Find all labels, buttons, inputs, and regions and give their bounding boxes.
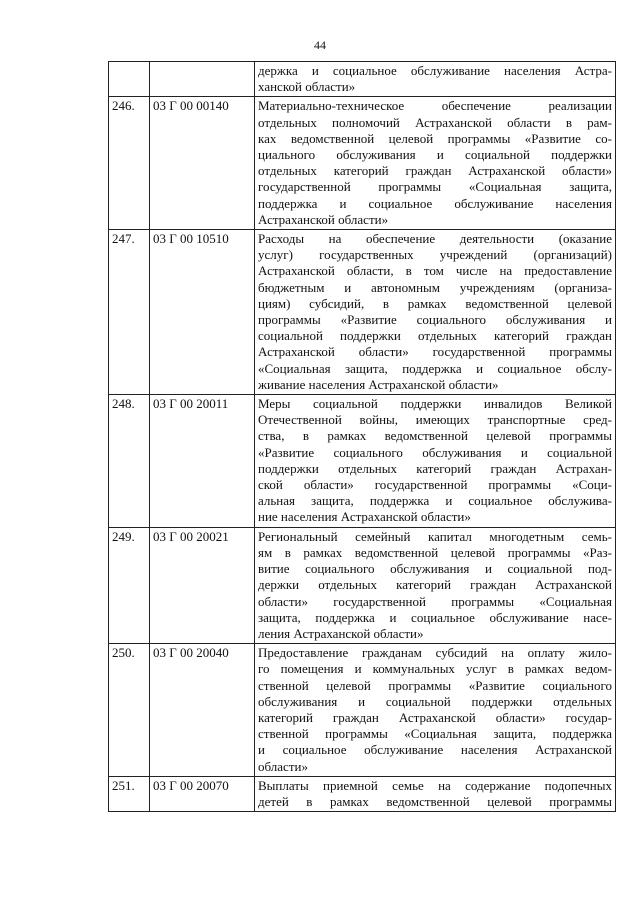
description-line: защита, поддержка и социальное обслуживание насе- [258,609,612,625]
row-description-cell [255,395,616,528]
description-line: Расходы на обеспечение деятельности (оказание [258,231,612,247]
description-line: циального обслуживания и социальной поддержки [258,147,612,163]
table-row [109,230,616,395]
description-line: го помещения и коммунальных услуг в рамках ведом- [258,661,612,677]
description-line: Меры социальной поддержки инвалидов Великой [258,396,612,412]
description-line: держка и социальное обслуживание населения Астра- [258,63,612,78]
description-line: обслуживания и социальной поддержки отдельных [258,693,612,709]
row-number-cell: 247. [109,230,150,395]
row-number-cell: 246. [109,97,150,230]
table-row [109,644,616,777]
row-description-cell [255,230,616,395]
description-line: Материально-техническое обеспечение реализации [258,98,612,114]
description-line: живание населения Астраханской области» [258,376,499,392]
row-description-cell [255,776,616,811]
description-line: Региональный семейный капитал многодетным семь- [258,528,612,544]
budget-classification-table [108,61,616,812]
row-description-cell [255,527,616,643]
row-code-cell: 03 Г 00 00140 [150,97,255,230]
description-line: ние населения Астраханской области» [258,509,471,525]
description-line: Отечественной войны, имеющих транспортные сред- [258,412,612,428]
row-description-cell [255,644,616,777]
description-line: Предоставление гражданам субсидий на оплату жило- [258,645,612,661]
row-number-cell: 251. [109,776,150,811]
description-line: социальной поддержки отдельных категорий граждан [258,328,612,344]
description-line: ям в рамках ведомственной целевой программы «Раз- [258,544,612,560]
description-line: альная защита, поддержка и социальное обслужива- [258,493,612,509]
row-code-cell: 03 Г 00 20011 [150,395,255,528]
description-line: отдельных полномочий Астраханской области в рам- [258,114,612,130]
description-line: ханской области» [258,79,356,95]
row-description-cell [255,62,616,97]
description-line: категорий граждан Астраханской области» государ- [258,709,612,725]
description-line: государственной программы «Социальная защита, [258,179,612,195]
description-line: держки отдельных категорий граждан Астраханской [258,577,612,593]
description-line: услуг) государственных учреждений (организаций) [258,247,612,263]
description-line: ственной целевой программы «Развитие социального [258,677,612,693]
description-line: области» [258,758,308,774]
description-line: и социальное обслуживание населения Астраханской [258,742,612,758]
table-row [109,395,616,528]
table-row [109,527,616,643]
description-line: бюджетным и автономным учреждениям (организа- [258,279,612,295]
table-row [109,776,616,811]
row-number-cell [109,62,150,97]
row-code-cell [150,62,255,97]
description-line: Астраханской области» государственной программы [258,344,612,360]
description-line: витие социального обслуживания и социальной под- [258,561,612,577]
row-number-cell: 250. [109,644,150,777]
row-code-cell: 03 Г 00 20040 [150,644,255,777]
table-row-continuation [109,62,616,97]
description-line: ках ведомственной целевой программы «Развитие со- [258,130,612,146]
description-line: ления Астраханской области» [258,625,424,641]
description-line: ской области» государственной программы «Соци- [258,477,612,493]
page-number: 44 [314,38,326,52]
description-line: поддержки отдельных категорий граждан Астрахан- [258,460,612,476]
row-number-cell: 248. [109,395,150,528]
description-line: детей в рамках ведомственной целевой программы [258,793,612,809]
description-line: программы «Развитие социального обслуживания и [258,312,612,328]
row-code-cell: 03 Г 00 20070 [150,776,255,811]
description-line: «Социальная защита, поддержка и социальное обслу- [258,360,612,376]
description-line: области» государственной программы «Социальная [258,593,612,609]
description-line: Астраханской области» [258,211,389,227]
description-line: ства, в рамках ведомственной целевой программы [258,428,612,444]
description-line: поддержка и социальное обслуживание населения [258,195,612,211]
row-description-cell [255,97,616,230]
row-code-cell: 03 Г 00 10510 [150,230,255,395]
row-code-cell: 03 Г 00 20021 [150,527,255,643]
description-line: отдельных категорий граждан Астраханской области» [258,163,612,179]
table-row [109,97,616,230]
description-line: Выплаты приемной семье на содержание подопечных [258,777,612,793]
row-number-cell: 249. [109,527,150,643]
description-line: циям) субсидий, в рамках ведомственной целевой [258,295,612,311]
description-line: «Развитие социального обслуживания и социальной [258,444,612,460]
description-line: ственной программы «Социальная защита, поддержка [258,726,612,742]
description-line: Астраханской области, в том числе на предоставление [258,263,612,279]
